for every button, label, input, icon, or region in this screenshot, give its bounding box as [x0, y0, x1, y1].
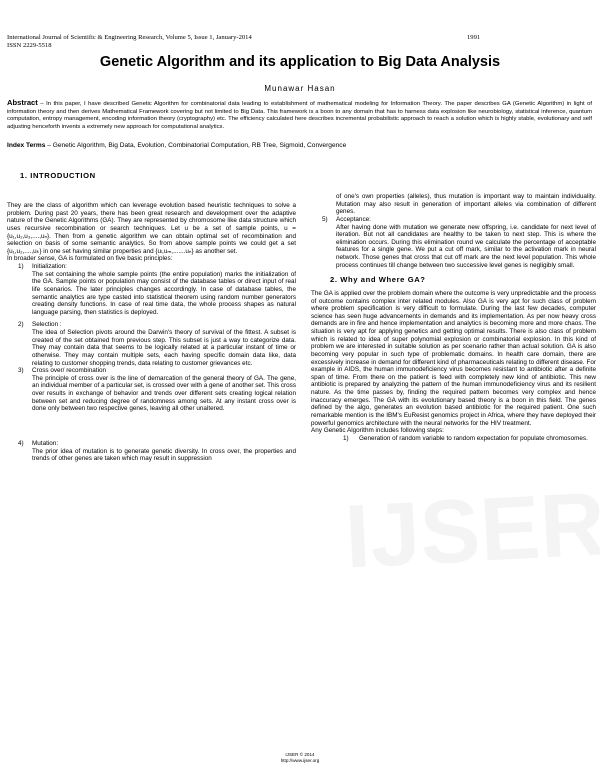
principle-number: 4): [18, 439, 24, 447]
principle-item: [7, 263, 296, 316]
step-number: 1): [343, 434, 349, 442]
principle-heading: Initialization:: [32, 263, 67, 270]
journal-line: International Journal of Scientific & Engineering Research, Volume 5, Issue 1, January-2014: [7, 34, 252, 41]
mutation-continued: of one's own properties (alleles), thus mutation is important way to maintain individuality. Mutation may also result in generation of important alleles via combination of different genes.: [336, 193, 596, 216]
index-terms: [7, 142, 592, 150]
principle-body: After having done with mutation we generate new offspring, i.e. candidate for next level of iteration. But not all candidates are healthy to be taken to next step. This is where the elimination occurs. During this elimination round we calculate the percentage of acceptable features for a single gene. We put a cut off mark, similar to the activation mark in neural network. Those genes that cross that cut off mark are the next level population. This whole process continues till change between two successive level genes is negligibly small.: [336, 223, 596, 269]
section-2-heading: 2. Why and Where GA?: [330, 275, 426, 285]
principle-heading: Selection :: [32, 321, 62, 329]
principle-item: [7, 367, 296, 413]
principle-number: 5): [322, 215, 328, 223]
principle-number: 3): [18, 367, 24, 375]
intro-paragraph-2: In broader sense, GA is formulated on five basic principles:: [7, 255, 173, 263]
principle-body: The principle of cross over is the line of demarcation of the general theory of GA. The gene, an individual member of a particular set, is crossed over with a gene of another set. This cross over results in exchange of behavior and trends over different sets creating logical relation between set and reducing degree of randomness among sets. At any instant cross over is done only between two respective genes, leaving all other unaltered.: [32, 374, 296, 413]
footer-url[interactable]: http://www.ijser.org: [280, 758, 320, 763]
footer-copyright: IJSER © 2014: [285, 752, 315, 757]
journal-header: [7, 34, 252, 50]
principle-item: [311, 216, 596, 269]
issn: ISSN 2229-5518: [7, 42, 52, 49]
principle-body: The set containing the whole sample points (the entire population) marks the initialization of the GA. Sample points or population may consist of the database tables or direct input of real life scenarios. The later principles changes accordingly. In case of database tables, the semantic analytics are type casted into statistical theorem using random number generators creating density functions. In case of real time data, the whole process shapes as natural language parsing, then statistics is deployed.: [32, 270, 296, 316]
principle-item: [7, 321, 296, 367]
principle-heading: Cross over/ recombination: [32, 367, 107, 375]
author-name: Munawar Hasan: [264, 84, 336, 93]
steps-intro: Any Genetic Algorithm includes following steps:: [311, 427, 444, 435]
index-terms-label: Index Terms: [7, 142, 46, 149]
principle-number: 2): [18, 321, 24, 329]
principle-number: 1): [18, 263, 24, 270]
step-text: Generation of random variable to random expectation for populate chromosomes.: [359, 434, 588, 442]
right-column: [311, 193, 596, 442]
abstract: [7, 99, 592, 131]
index-terms-text: – Genetic Algorithm, Big Data, Evolution, Combinatorial Computation, RB Tree, Sigmoid, Convergence: [45, 142, 347, 149]
left-column: [7, 202, 296, 463]
abstract-text: – In this paper, I have described Genetic Algorithm for combinatorial data leading to establishment of mathematical modeling for Information Theory. The paper describes GA (Genetic Algorithm) in light of information theory and then derives Mathematical Framework covering but not limited to Big Data. This framework is a boon to any domain that has to harness data explosion like neurobiology, statistical inference, quantum computation, entropy management, encoding information theory (cryptography) etc. The efficiency calculated here describes incremental probabilistic approach to reach a solution which is highly stable, evolutionary and self adjusting henceforth invents a extremely new approach for computational analytics.: [7, 101, 592, 130]
page-footer: [0, 752, 600, 764]
intro-paragraph-1: They are the class of algorithm which can leverage evolution based heuristic techniques to solve a problem. During past 20 years, there has been great research and development over the adaptive nature of the Genetic Algorithms (GA). They are represented by chromosome like data structure which uses recursive recombination or search techniques. Let u be a set of sample points, u = {u₁,u₂,u₃,....,uₙ}. Then from a genetic algorithm we can obtain optimal set of recombination and selection on basis of some semantic analytics. So from above sample points we could get a set {u₁,u₂,....,uₖ} in one set having similar properties and {uₗ,uₘ,.......uₙ} as another set.: [7, 202, 296, 255]
principle-heading: Acceptance:: [336, 215, 371, 223]
page-number: 1991: [467, 34, 481, 41]
principle-body: The prior idea of mutation is to generate genetic diversity. In cross over, the properties and trends of other genes are taken which may result in suppression: [32, 447, 296, 463]
section-1-heading: 1. INTRODUCTION: [20, 171, 96, 180]
paper-title: Genetic Algorithm and its application to Big Data Analysis: [99, 54, 501, 70]
principle-body: The idea of Selection pivots around the Darwin's theory of survival of the fittest. A subset is created of the set obtained from previous step. This subset is just a way to categorize data. They may contain data that seems to be logically related at a particular instant of time or otherwise. They may contain multiple sets, each having specific domain data like, data relating to customer shopping trends, data relating to customer grievances etc.: [32, 329, 296, 367]
principle-heading: Mutation:: [32, 439, 59, 447]
watermark: [342, 473, 600, 589]
step-item: [311, 435, 596, 443]
section-2-paragraph: The GA is applied over the problem domain where the outcome is very unpredictable and the process of outcome contains complex inter related modules. Also GA is very apt for such class of problem where problem specification is very difficult to formulate. During the last few decades, computer science has seen huge advancements in demands and its implementation. As per now heavy cross demands are in fire and hence implementation and analytics is becoming more and more chaos. The situation is very apt for applying genetics and getting optimal results. There is also class of problem which is related to idea of super polynomial explosion or combinatorial explosion. In this kind of problem we are interested in suitable solution as per scenario rather than actual solution. GA is also becoming very popular in such type of problematic domains. In health care domain, there are excessively increase in demand for different kind of pharmaceuticals relating to different disease. For example in AIDS, the human immunodeficiency virus becomes resistant to antibiotic after a definite span of time. From there on the patient is feed with completely new kind of antibiotic. This new antibiotic is prepared by analyzing the pattern of the human immunodeficiency virus and its resilient nature. As the time passes by, finding the required pattern becomes very complex and hence inaccuracy emerges. The GA with its evolutionary based theory is a boon in this field. The genes defined by the algo, generates an evolution based antibiotic for the required patient. One such remarkable mention is the IBM's EuResist genomics project in Africa, where they have deployed their powerful genomics architecture with the neural networks for the HIV treatment.: [311, 289, 596, 427]
abstract-label: Abstract: [7, 98, 38, 107]
principle-item: [7, 440, 296, 463]
